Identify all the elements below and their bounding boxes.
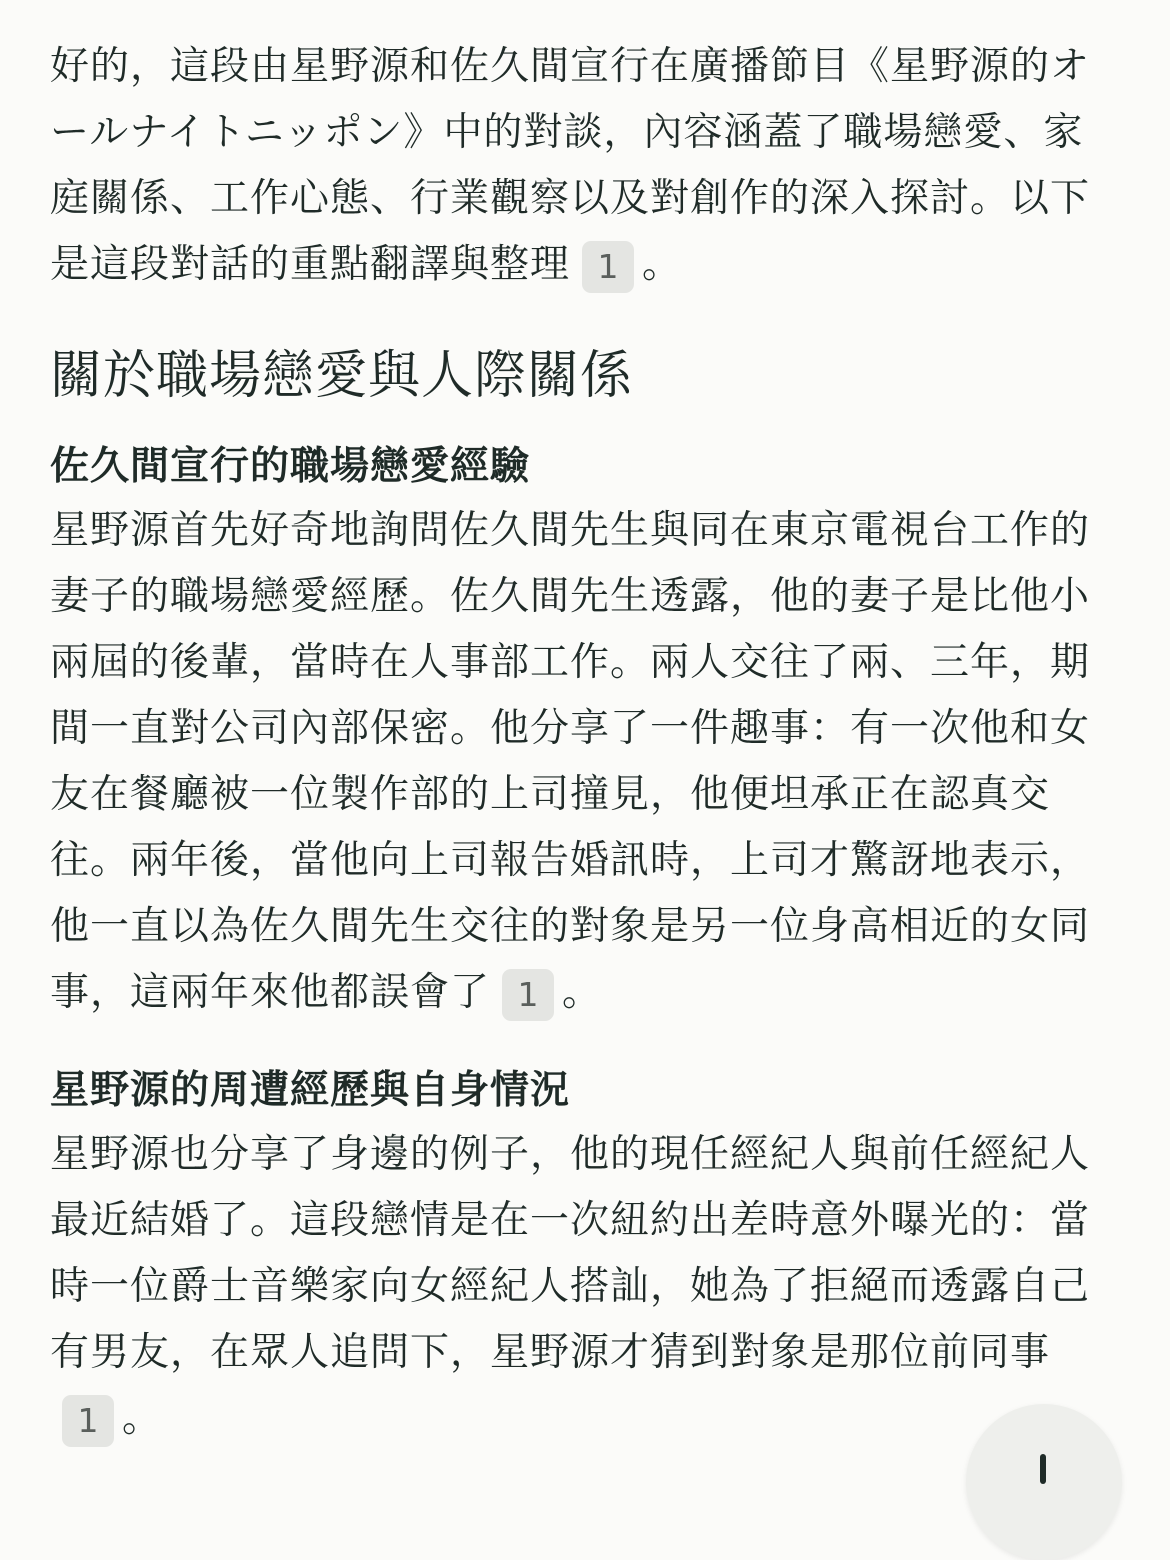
chat-response bbox=[50, 34, 1120, 1486]
subsection-paragraph bbox=[50, 1122, 1120, 1452]
subsection-title: 星野源的周遭經歷與自身情況 bbox=[50, 1068, 571, 1113]
intro-text: 好的，這段由星野源和佐久間宣行在廣播節目《星野源的オールナイトニッポン》中的對談，內容涵蓋了職場戀愛、家庭關係、工作心態、行業觀察以及對創作的深入探討。以下是這段對話的重點翻譯與整理 bbox=[50, 44, 1091, 287]
subsection-end: 。 bbox=[562, 970, 603, 1015]
subsection-text: 星野源也分享了身邊的例子，他的現任經紀人與前任經紀人最近結婚了。這段戀情是在一次紐約出差時意外曝光的：當時一位爵士音樂家向女經紀人搭訕，她為了拒絕而透露自己有男友，在眾人追問下，星野源才猜到對象是那位前同事 bbox=[50, 1132, 1091, 1375]
intro-end: 。 bbox=[642, 242, 683, 287]
subsection-paragraph bbox=[50, 498, 1120, 1026]
citation-chip[interactable]: 1 bbox=[582, 241, 634, 293]
intro-paragraph bbox=[50, 34, 1120, 298]
scroll-to-bottom-button[interactable] bbox=[966, 1404, 1122, 1560]
arrow-down-icon bbox=[1040, 1454, 1046, 1484]
subsection-text: 星野源首先好奇地詢問佐久間先生與同在東京電視台工作的妻子的職場戀愛經歷。佐久間先生透露，他的妻子是比他小兩屆的後輩，當時在人事部工作。兩人交往了兩、三年，期間一直對公司內部保密。他分享了一件趣事：有一次他和女友在餐廳被一位製作部的上司撞見，他便坦承正在認真交往。兩年後，當他向上司報告婚訊時，上司才驚訝地表示，他一直以為佐久間先生交往的對象是另一位身高相近的女同事，這兩年來他都誤會了 bbox=[50, 508, 1091, 1015]
section-heading: 關於職場戀愛與人際關係 bbox=[50, 346, 634, 406]
citation-chip[interactable]: 1 bbox=[62, 1395, 114, 1447]
subsection-title: 佐久間宣行的職場戀愛經驗 bbox=[50, 444, 531, 489]
subsection-end: 。 bbox=[122, 1396, 163, 1441]
citation-chip[interactable]: 1 bbox=[502, 969, 554, 1021]
